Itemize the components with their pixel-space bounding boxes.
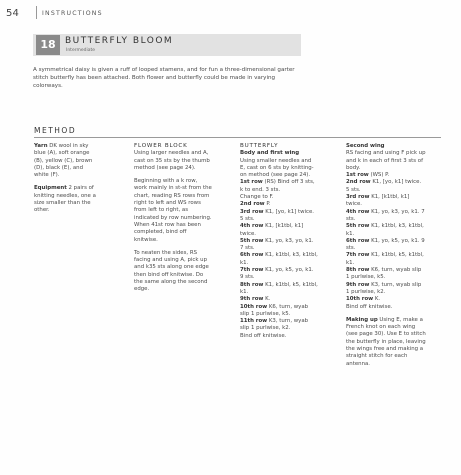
body-rows <box>240 179 318 340</box>
materials-column <box>34 143 96 221</box>
instruction-row <box>240 333 318 340</box>
row-label: 7th row <box>240 267 264 274</box>
flower-column <box>134 143 212 300</box>
second-wing-rows <box>346 172 426 311</box>
row-label: 3rd row <box>346 194 370 201</box>
flower-paragraph-3: To neaten the sides, RS facing and using A, pick up and k35 sts along one edge then bind off knitwise. Do the same along the second edge. <box>134 249 209 293</box>
making-up-label: Making up <box>346 316 378 323</box>
second-wing-heading: Second wing <box>346 143 385 149</box>
butterfly-column <box>240 143 318 340</box>
making-up-text: Using E, make a French knot on each wing (see page 30). Use E to stitch the butterfly in place, leaving the wings free and making a straight stitch for each antenna. <box>346 316 426 367</box>
row-label: 5th row <box>346 223 370 230</box>
yarn-paragraph <box>34 143 96 179</box>
row-text: K3, turn, wyab slip 1 purlwise, k2. <box>240 318 309 332</box>
row-text: K1, [k1tbl, k1] twice. <box>346 194 410 208</box>
row-label: 8th row <box>346 267 370 274</box>
instruction-row <box>346 179 426 194</box>
row-label: 1st row <box>346 172 369 179</box>
instruction-row <box>346 238 426 253</box>
row-text: K6, turn, wyab slip 1 purlwise, k5. <box>346 267 422 281</box>
row-label: 6th row <box>240 252 264 259</box>
row-text: K1, [k1tbl, k1] twice. <box>240 223 304 237</box>
row-label: 2nd row <box>240 201 265 208</box>
instruction-row <box>240 318 318 333</box>
row-label: 9th row <box>346 281 370 288</box>
row-text: (RS) Bind off 3 sts, k to end. 3 sts. <box>240 179 315 193</box>
page-number: 54 <box>6 8 20 19</box>
row-text: K1, yo, k5, yo, k1. 9 sts. <box>240 267 314 281</box>
row-text: K. <box>373 296 381 303</box>
instruction-row <box>240 179 318 194</box>
body-heading: Body and first wing <box>240 150 300 157</box>
row-text: P. <box>264 201 271 208</box>
row-text: K1, yo, k3, yo, k1. 7 sts. <box>346 208 425 222</box>
row-text: Bind off knitwise. <box>346 303 393 310</box>
row-label: 7th row <box>346 252 370 259</box>
instruction-row <box>346 223 426 238</box>
row-label: 4th row <box>346 208 370 215</box>
row-label: 2nd row <box>346 179 371 186</box>
instruction-row <box>346 267 426 282</box>
row-label: 5th row <box>240 237 264 244</box>
second-wing-intro: RS facing and using F pick up and k in each of first 3 sts of body. <box>346 150 426 171</box>
row-text: K6, turn, wyab slip 1 purlwise, k5. <box>240 303 309 317</box>
row-text: K1, k1tbl, k3, k1tbl, k1. <box>346 223 424 237</box>
row-text: K1, [yo, k1] twice. 5 sts. <box>240 208 315 222</box>
equipment-paragraph <box>34 185 96 214</box>
instruction-row <box>346 172 426 179</box>
instruction-row <box>346 209 426 224</box>
row-text: K3, turn, wyab slip 1 purlwise, k2. <box>346 281 422 295</box>
method-heading: METHOD <box>34 126 77 135</box>
instruction-row <box>240 267 318 282</box>
instruction-row <box>240 209 318 224</box>
instruction-row <box>240 201 318 208</box>
yarn-label: Yarn <box>34 143 48 149</box>
row-label: 4th row <box>240 223 264 230</box>
row-label: 11th row <box>240 318 268 325</box>
instruction-row <box>240 252 318 267</box>
pattern-number: 18 <box>36 35 60 55</box>
row-label: 10th row <box>346 296 374 303</box>
row-text: (WS) P. <box>368 172 390 179</box>
difficulty-label: Intermediate <box>66 48 96 53</box>
row-text: Change to F. <box>240 194 274 201</box>
instruction-row <box>240 223 318 238</box>
row-label: 6th row <box>346 237 370 244</box>
intro-text: A symmetrical daisy is given a ruff of looped stamens, and for fun a three-dimensional garter stitch butterfly has been attached. Both flower and butterfly could be made in varying colorways. <box>33 67 295 89</box>
instruction-row <box>240 296 318 303</box>
making-up-paragraph <box>346 317 426 368</box>
row-text: K. <box>263 296 271 303</box>
equipment-label: Equipment <box>34 185 67 192</box>
instruction-row <box>346 194 426 209</box>
row-text: K1, k1tbl, k5, k1tbl, k1. <box>346 252 424 266</box>
row-label: 8th row <box>240 281 264 288</box>
row-text: Bind off knitwise. <box>240 332 287 339</box>
instruction-row <box>346 282 426 297</box>
row-text: K1, k1tbl, k5, k1tbl, k1. <box>240 281 318 295</box>
row-text: K1, yo, k5, yo, k1. 9 sts. <box>346 237 425 252</box>
row-text: K1, k1tbl, k3, k1tbl, k1. <box>240 252 318 266</box>
flower-paragraph-1: Using larger needles and A, cast on 35 sts by the thumb method (see page 24). <box>134 150 210 171</box>
instruction-row <box>346 304 426 311</box>
butterfly-heading: BUTTERFLY <box>240 143 279 149</box>
instruction-row <box>346 296 426 303</box>
instruction-row <box>240 194 318 201</box>
row-text: K1, yo, k3, yo, k1. 7 sts. <box>240 237 314 252</box>
second-wing-column <box>346 143 426 374</box>
instruction-row <box>240 238 318 253</box>
flower-heading: FLOWER BLOCK <box>134 143 188 149</box>
instruction-row <box>240 304 318 319</box>
row-label: 3rd row <box>240 208 264 215</box>
instruction-row <box>346 252 426 267</box>
header-divider <box>36 6 37 19</box>
row-label: 10th row <box>240 303 268 310</box>
body-intro: Using smaller needles and E, cast on 6 sts by knitting-on method (see page 24). <box>240 157 314 179</box>
yarn-text: DK wool in sky blue (A), soft orange (B), yellow (C), brown (D), black (E), and white (F). <box>34 143 93 179</box>
flower-paragraph-2: Beginning with a k row, work mainly in st-st from the chart, reading RS rows from right to left and WS rows from left to right, as indicated by row numbering. When 41st row has been completed, bind off knitwise. <box>134 178 212 243</box>
row-label: 1st row <box>240 179 263 186</box>
pattern-title: BUTTERFLY BLOOM <box>65 36 174 46</box>
row-label: 9th row <box>240 296 264 303</box>
section-name: INSTRUCTIONS <box>42 10 103 17</box>
instruction-row <box>240 282 318 297</box>
row-text: K1, [yo, k1] twice. 5 sts. <box>346 179 422 193</box>
method-divider <box>34 137 441 138</box>
equipment-text: 2 pairs of knitting needles, one a size smaller than the other. <box>34 185 96 214</box>
